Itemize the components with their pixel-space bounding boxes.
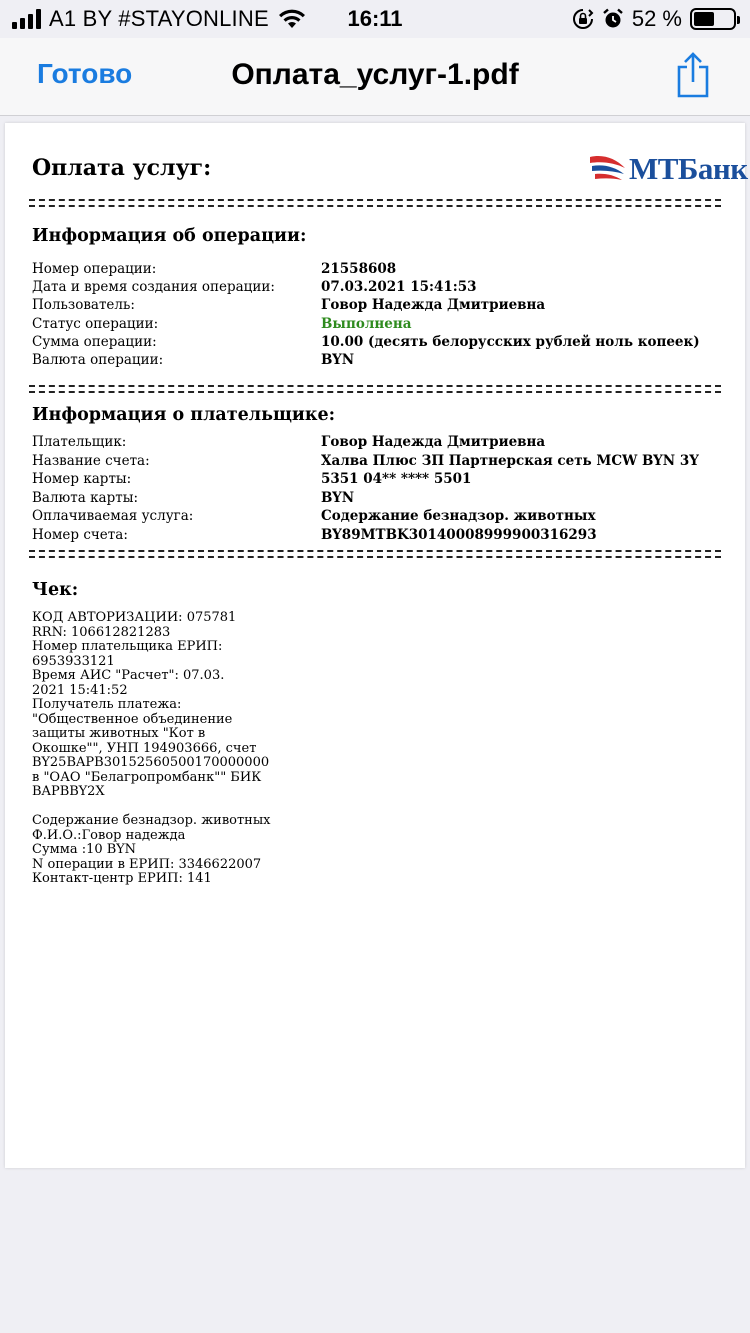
info-row <box>32 452 722 470</box>
info-row-value: 5351 04** **** 5501 <box>321 471 472 488</box>
info-row-label: Номер операции: <box>32 261 157 277</box>
receipt-line: КОД АВТОРИЗАЦИИ: 075781 <box>32 610 237 625</box>
info-row <box>32 470 722 488</box>
info-row-value: Говор Надежда Дмитриевна <box>321 297 546 314</box>
receipt-text <box>32 611 352 887</box>
info-row-label: Валюта карты: <box>32 489 138 506</box>
receipt-line: Номер плательщика ЕРИП: <box>32 639 223 654</box>
info-row <box>32 315 722 333</box>
orientation-lock-icon <box>572 8 594 30</box>
receipt-line: BAPBBY2X <box>32 784 105 799</box>
carrier-label: A1 BY #STAYONLINE <box>49 6 269 31</box>
receipt-line: RRN: 106612821283 <box>32 624 171 640</box>
info-row <box>32 433 722 451</box>
battery-percent: 52 % <box>631 6 682 31</box>
receipt-line: Содержание безнадзор. животных <box>32 813 271 828</box>
info-row <box>32 278 722 296</box>
info-row-value: BYN <box>321 352 355 368</box>
info-row-value: Содержание безнадзор. животных <box>321 508 596 525</box>
info-row-label: Дата и время создания операции: <box>32 279 275 296</box>
section-divider <box>29 550 721 558</box>
receipt-line: Получатель платежа: <box>32 697 182 712</box>
receipt-line: N операции в ЕРИП: 3346622007 <box>32 856 262 872</box>
done-button[interactable]: Готово <box>37 58 133 89</box>
receipt-line: 2021 15:41:52 <box>32 682 128 698</box>
info-row-label: Пользователь: <box>32 297 135 314</box>
info-row-value: Халва Плюс ЗП Партнерская сеть MCW BYN 3Y <box>321 452 699 469</box>
status-value: Выполнена <box>321 315 412 332</box>
receipt-line: Контакт-центр ЕРИП: 141 <box>32 871 212 886</box>
info-row-label: Валюта операции: <box>32 352 164 368</box>
receipt-line: BY25BAPB30152560500170000000 <box>32 755 270 770</box>
operation-info-heading: Информация об операции: <box>32 226 307 246</box>
info-row <box>32 296 722 314</box>
info-row-label: Статус операции: <box>32 315 159 332</box>
info-row <box>32 507 722 525</box>
info-row-value: 10.00 (десять белорусских рублей ноль копеек) <box>321 333 700 350</box>
info-row-label: Плательщик: <box>32 434 127 450</box>
info-row-value: Говор Надежда Дмитриевна <box>321 434 546 450</box>
info-row-value: 07.03.2021 15:41:53 <box>321 279 477 296</box>
mtbank-logo <box>589 151 748 187</box>
info-row-value: 21558608 <box>321 261 397 277</box>
info-row-label: Номер карты: <box>32 471 132 488</box>
info-row-label: Название счета: <box>32 452 150 469</box>
info-row <box>32 526 722 544</box>
pdf-page[interactable] <box>5 123 748 1168</box>
receipt-line <box>32 800 352 815</box>
receipt-line: защиты животных "Кот в <box>32 726 206 741</box>
document-title: Оплата_услуг-1.pdf <box>231 58 519 91</box>
share-icon <box>674 52 712 98</box>
receipt-line: Ф.И.О.:Говор надежда <box>32 827 186 843</box>
status-right <box>572 6 736 32</box>
doc-heading: Оплата услуг: <box>32 155 212 181</box>
battery-fill <box>694 12 714 26</box>
status-bar <box>0 0 750 38</box>
payer-info-heading: Информация о плательщике: <box>32 405 336 425</box>
battery-icon <box>690 8 736 30</box>
section-divider <box>29 199 721 207</box>
info-row-value: BYN <box>321 489 355 506</box>
receipt-line: Окошке"", УНП 194903666, счет <box>32 740 257 756</box>
info-row-label: Оплачиваемая услуга: <box>32 508 194 525</box>
info-row-value: BY89MTBK30140008999900316293 <box>321 527 597 543</box>
info-row <box>32 351 722 369</box>
share-button[interactable] <box>674 52 712 98</box>
receipt-line: 6953933121 <box>32 653 115 669</box>
receipt-line: "Общественное объединение <box>32 711 233 727</box>
info-row-label: Номер счета: <box>32 527 128 543</box>
receipt-line: в "ОАО "Белагропромбанк"" БИК <box>32 769 262 785</box>
info-row <box>32 260 722 278</box>
info-row <box>32 489 722 507</box>
clock: 16:11 <box>347 6 403 31</box>
receipt-heading: Чек: <box>32 580 79 600</box>
mtbank-logo-text: МТБанк <box>629 151 748 186</box>
alarm-icon <box>602 8 624 30</box>
info-row-label: Сумма операции: <box>32 333 157 350</box>
mtbank-logo-icon <box>589 154 627 184</box>
receipt-line: Сумма :10 BYN <box>32 842 137 857</box>
nav-bar <box>0 38 750 116</box>
info-row <box>32 333 722 351</box>
receipt-line: Время АИС "Расчет": 07.03. <box>32 668 225 683</box>
section-divider <box>29 385 721 393</box>
